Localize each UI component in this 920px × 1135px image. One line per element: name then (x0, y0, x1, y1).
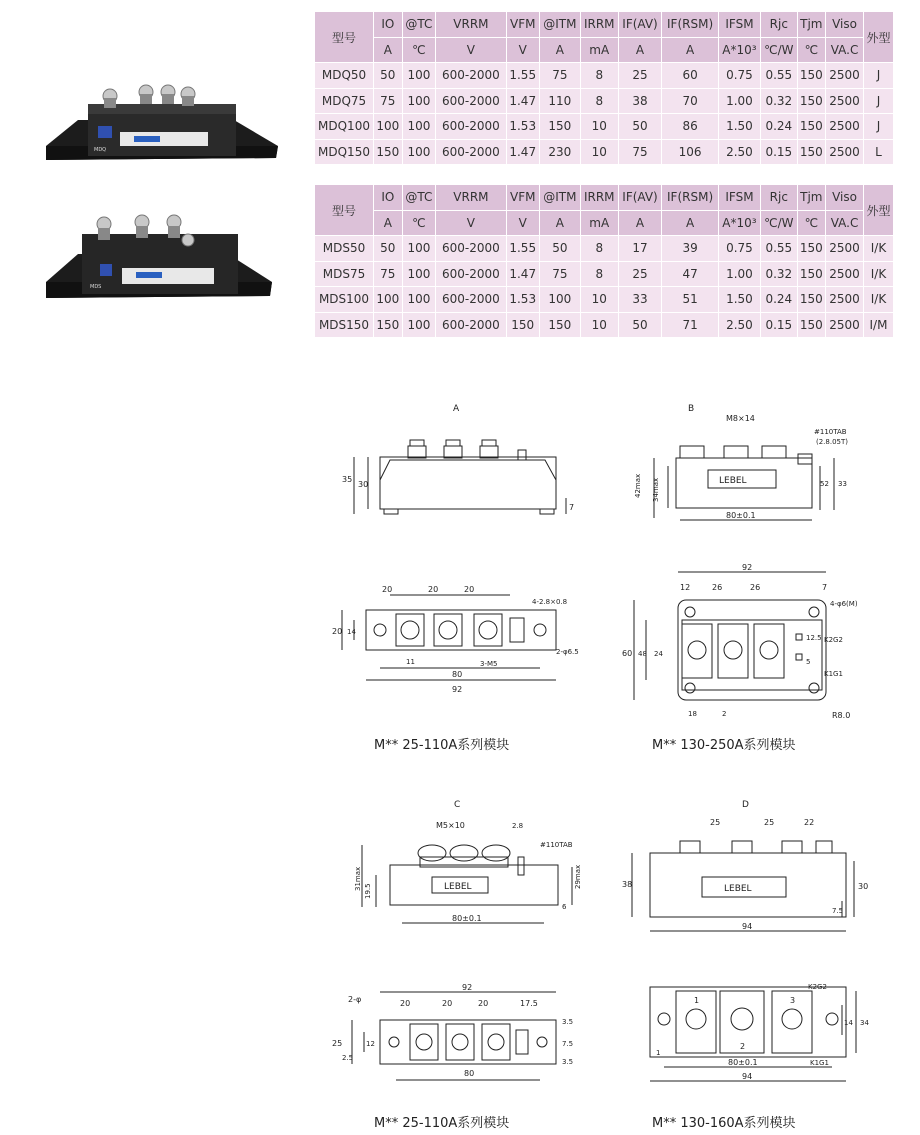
dim-b-k2g2: K2G2 (824, 636, 843, 644)
table-cell: 2.50 (718, 312, 760, 338)
table-cell: MDS50 (315, 236, 374, 262)
table-cell: 2500 (826, 236, 864, 262)
table-cell: 1.47 (506, 88, 539, 114)
dim-a-80: 80 (452, 670, 463, 679)
table-cell: 60 (662, 63, 718, 89)
table-cell: 70 (662, 88, 718, 114)
table-cell: 0.75 (718, 63, 760, 89)
table-cell: 75 (539, 63, 580, 89)
product-label-1: MDQ (94, 147, 107, 153)
table-cell: 150 (797, 88, 826, 114)
table-cell: J (863, 88, 893, 114)
table-cell: 2.50 (718, 139, 760, 165)
table-cell: 39 (662, 236, 718, 262)
table-cell: MDQ75 (315, 88, 374, 114)
dim-b-18: 18 (688, 710, 697, 718)
column-header: IF(RSM) (662, 12, 718, 38)
table-cell: I/K (863, 261, 893, 287)
dim-a-20-4: 20 (332, 627, 343, 636)
drawing-b-top (620, 560, 890, 730)
dim-a-20-1: 20 (382, 585, 393, 594)
table-cell: 75 (374, 261, 403, 287)
dim-b-2: 2 (722, 710, 727, 718)
dim-c-7-5: 7.5 (562, 1040, 574, 1048)
column-header: VFM (506, 185, 539, 211)
dim-c-80: 80 (464, 1069, 475, 1078)
dim-b-m8: M8×14 (726, 414, 755, 423)
table-cell: 0.55 (761, 236, 797, 262)
table-row (315, 261, 894, 287)
column-header: IF(AV) (618, 185, 662, 211)
table-cell: 0.32 (761, 261, 797, 287)
table-cell: 600-2000 (436, 63, 506, 89)
column-header: @ITM (539, 12, 580, 38)
dim-d-80: 80±0.1 (728, 1058, 758, 1067)
table-cell: 600-2000 (436, 114, 506, 140)
table-cell: 1.47 (506, 261, 539, 287)
dim-a-35: 35 (342, 475, 353, 484)
column-unit: A (539, 210, 580, 236)
table-cell: 86 (662, 114, 718, 140)
column-header: IFSM (718, 12, 760, 38)
model-header: 型号 (315, 185, 374, 236)
table-cell: 150 (539, 114, 580, 140)
table-cell: 1.50 (718, 114, 760, 140)
dim-b-60: 60 (622, 649, 633, 658)
table-cell: 50 (374, 236, 403, 262)
table-cell: 150 (797, 139, 826, 165)
table-cell: I/M (863, 312, 893, 338)
drawing-b-letter: B (688, 404, 695, 414)
table-cell: 2500 (826, 63, 864, 89)
dim-a-92: 92 (452, 685, 463, 694)
dim-b-33: 33 (838, 480, 847, 488)
dim-d-22: 22 (804, 818, 815, 827)
table-cell: 1.47 (506, 139, 539, 165)
dim-d-30: 30 (858, 882, 869, 891)
dim-d-k2g2: K2G2 (808, 983, 827, 991)
dim-b-tab2: (2.8.05T) (816, 438, 849, 446)
table-cell: 100 (402, 139, 436, 165)
dim-b-7: 7 (822, 583, 828, 592)
dim-b-52: 52 (820, 480, 829, 488)
dim-d-25-2: 25 (764, 818, 775, 827)
dim-d-pin2: 2 (740, 1042, 746, 1051)
caption-c: M** 25-110A系列模块 (374, 1116, 510, 1131)
table-cell: 150 (797, 236, 826, 262)
dim-b-r8: R8.0 (832, 711, 851, 720)
table-cell: J (863, 63, 893, 89)
table-cell: 1.00 (718, 261, 760, 287)
table-cell: 8 (580, 88, 618, 114)
dim-a-20-3: 20 (464, 585, 475, 594)
dim-a-tab: 4-2.8×0.8 (532, 598, 568, 606)
dim-b-26-1: 26 (712, 583, 723, 592)
column-header: @TC (402, 12, 436, 38)
drawing-c-letter: C (454, 800, 461, 810)
dim-c-lebel: LEBEL (444, 882, 472, 892)
dim-a-7: 7 (569, 503, 575, 512)
dim-d-94: 94 (742, 1072, 753, 1081)
table-cell: 2500 (826, 88, 864, 114)
dim-d-1: 1 (656, 1049, 661, 1057)
table-cell: 10 (580, 114, 618, 140)
column-unit: A (374, 210, 403, 236)
table-cell: 150 (797, 261, 826, 287)
column-unit: VA.C (826, 37, 864, 63)
table-cell: 0.75 (718, 236, 760, 262)
column-unit: ℃ (402, 210, 436, 236)
table-cell: 150 (797, 287, 826, 313)
dim-c-hole: 2-φ (348, 995, 362, 1004)
dim-a-m5: 3-M5 (480, 660, 498, 668)
table-cell: I/K (863, 287, 893, 313)
table-cell: 2500 (826, 261, 864, 287)
column-unit: A (662, 37, 718, 63)
dim-c-2-5: 2.5 (342, 1054, 354, 1062)
column-unit: A (374, 37, 403, 63)
table-cell: 50 (618, 312, 662, 338)
dim-b-k1g1: K1G1 (824, 670, 843, 678)
column-header: IO (374, 185, 403, 211)
dim-c-20-2: 20 (442, 999, 453, 1008)
dim-c-2-8: 2.8 (512, 822, 524, 830)
dim-c-6: 6 (562, 903, 567, 911)
table-cell: 1.55 (506, 63, 539, 89)
table-cell: 1.53 (506, 287, 539, 313)
table-cell: 100 (402, 261, 436, 287)
dim-a-30: 30 (358, 480, 369, 489)
table-row (315, 114, 894, 140)
caption-a: M** 25-110A系列模块 (374, 738, 510, 753)
table-cell: 150 (506, 312, 539, 338)
column-header: VRRM (436, 12, 506, 38)
spec-table-mdq (314, 11, 894, 165)
dim-c-3-5b: 3.5 (562, 1058, 574, 1066)
column-header: Viso (826, 12, 864, 38)
dim-d-pin1: 1 (694, 996, 700, 1005)
column-header: IO (374, 12, 403, 38)
table-cell: 0.32 (761, 88, 797, 114)
table-cell: MDQ100 (315, 114, 374, 140)
package-header: 外型 (863, 185, 893, 236)
column-header: VFM (506, 12, 539, 38)
table-cell: 10 (580, 287, 618, 313)
dim-c-25: 25 (332, 1039, 343, 1048)
table-cell: 50 (539, 236, 580, 262)
dim-c-31max: 31max (354, 866, 362, 891)
dim-b-34max: 34max (652, 477, 660, 502)
drawing-a-top (330, 580, 600, 700)
table-cell: 150 (539, 312, 580, 338)
product-label-2: MDS (90, 284, 102, 290)
table-cell: J (863, 114, 893, 140)
column-unit: V (436, 210, 506, 236)
dim-d-k1g1: K1G1 (810, 1059, 829, 1067)
drawing-c-side (340, 795, 600, 935)
column-unit: A (618, 210, 662, 236)
column-unit: ℃ (797, 210, 826, 236)
table-row (315, 88, 894, 114)
table-cell: 33 (618, 287, 662, 313)
dim-c-19-5: 19.5 (364, 883, 372, 899)
table-cell: MDQ150 (315, 139, 374, 165)
dim-c-3-5a: 3.5 (562, 1018, 574, 1026)
column-header: Tjm (797, 185, 826, 211)
table-cell: 600-2000 (436, 236, 506, 262)
table-cell: 1.00 (718, 88, 760, 114)
column-unit: mA (580, 37, 618, 63)
drawing-a-letter: A (453, 404, 460, 414)
dim-d-25-1: 25 (710, 818, 721, 827)
dim-d-7-5: 7.5 (832, 907, 844, 915)
dim-c-92: 92 (462, 983, 473, 992)
table-cell: 2500 (826, 114, 864, 140)
column-header: Rjc (761, 12, 797, 38)
dim-a-20-2: 20 (428, 585, 439, 594)
table-cell: 47 (662, 261, 718, 287)
table-cell: 71 (662, 312, 718, 338)
dim-c-20-1: 20 (400, 999, 411, 1008)
caption-d: M** 130-160A系列模块 (652, 1116, 796, 1131)
table-cell: 75 (539, 261, 580, 287)
table-cell: 150 (797, 63, 826, 89)
table-cell: 150 (797, 114, 826, 140)
table-cell: 100 (402, 312, 436, 338)
column-unit: V (436, 37, 506, 63)
dim-d-38: 38 (622, 880, 633, 889)
table-cell: MDQ50 (315, 63, 374, 89)
column-unit: ℃/W (761, 210, 797, 236)
spec-table-mds (314, 184, 894, 338)
table-cell: 25 (618, 63, 662, 89)
table-cell: 110 (539, 88, 580, 114)
dim-c-12: 12 (366, 1040, 375, 1048)
dim-b-24: 24 (654, 650, 663, 658)
table-cell: 75 (374, 88, 403, 114)
table-cell: 100 (402, 287, 436, 313)
table-cell: 0.15 (761, 312, 797, 338)
column-header: Rjc (761, 185, 797, 211)
dim-c-17-5: 17.5 (520, 999, 538, 1008)
column-unit: ℃ (402, 37, 436, 63)
dim-c-m5: M5×10 (436, 821, 465, 830)
column-unit: V (506, 37, 539, 63)
dim-b-5: 5 (806, 658, 811, 666)
dim-b-92: 92 (742, 563, 753, 572)
table-cell: 8 (580, 236, 618, 262)
dim-b-48: 48 (638, 650, 647, 658)
table-cell: 0.24 (761, 114, 797, 140)
column-header: IFSM (718, 185, 760, 211)
column-header: Viso (826, 185, 864, 211)
package-header: 外型 (863, 12, 893, 63)
dim-b-holes: 4-φ6(M) (830, 600, 858, 608)
column-header: IRRM (580, 185, 618, 211)
column-unit: A*10³ (718, 37, 760, 63)
caption-b: M** 130-250A系列模块 (652, 738, 796, 753)
table-cell: 50 (618, 114, 662, 140)
column-unit: ℃/W (761, 37, 797, 63)
column-unit: mA (580, 210, 618, 236)
dim-b-lebel: LEBEL (719, 476, 747, 486)
dim-a-14: 14 (347, 628, 356, 636)
table-cell: 0.15 (761, 139, 797, 165)
dim-d-34: 34 (860, 1019, 869, 1027)
dim-c-tab: #110TAB (540, 841, 573, 849)
table-cell: 0.55 (761, 63, 797, 89)
table-cell: 600-2000 (436, 261, 506, 287)
dim-d-pin3: 3 (790, 996, 796, 1005)
column-header: VRRM (436, 185, 506, 211)
table-cell: 2500 (826, 287, 864, 313)
table-cell: 100 (374, 114, 403, 140)
table-cell: 8 (580, 261, 618, 287)
table-cell: 0.24 (761, 287, 797, 313)
table-cell: 100 (539, 287, 580, 313)
column-unit: ℃ (797, 37, 826, 63)
table-cell: I/K (863, 236, 893, 262)
table-cell: 100 (402, 88, 436, 114)
dim-d-94: 94 (742, 922, 753, 931)
table-row (315, 63, 894, 89)
table-cell: 600-2000 (436, 139, 506, 165)
table-cell: 50 (374, 63, 403, 89)
dim-b-12-5: 12.5 (806, 634, 822, 642)
table-cell: 1.53 (506, 114, 539, 140)
drawing-b-side (620, 400, 880, 530)
column-header: IRRM (580, 12, 618, 38)
table-cell: 230 (539, 139, 580, 165)
table-cell: 1.55 (506, 236, 539, 262)
dim-c-20-3: 20 (478, 999, 489, 1008)
column-unit: A*10³ (718, 210, 760, 236)
drawing-c-top (330, 980, 600, 1090)
table-cell: 75 (618, 139, 662, 165)
table-cell: 38 (618, 88, 662, 114)
table-cell: 600-2000 (436, 88, 506, 114)
table-cell: 25 (618, 261, 662, 287)
table-cell: 600-2000 (436, 312, 506, 338)
table-cell: 150 (374, 312, 403, 338)
column-unit: V (506, 210, 539, 236)
dim-a-hole: 2-φ6.5 (556, 648, 579, 656)
product-photo-mdq (38, 78, 288, 168)
table-cell: 100 (402, 63, 436, 89)
table-cell: 100 (374, 287, 403, 313)
table-cell: 2500 (826, 312, 864, 338)
table-cell: MDS100 (315, 287, 374, 313)
table-cell: 600-2000 (436, 287, 506, 313)
table-cell: 8 (580, 63, 618, 89)
drawing-d-side (620, 795, 880, 945)
table-cell: 10 (580, 139, 618, 165)
dim-d-lebel: LEBEL (724, 884, 752, 894)
column-unit: A (618, 37, 662, 63)
column-unit: A (539, 37, 580, 63)
column-header: Tjm (797, 12, 826, 38)
column-unit: A (662, 210, 718, 236)
column-header: IF(RSM) (662, 185, 718, 211)
drawing-d-letter: D (742, 800, 749, 810)
column-header: IF(AV) (618, 12, 662, 38)
drawing-a-side (340, 400, 600, 530)
dim-b-26-2: 26 (750, 583, 761, 592)
column-unit: VA.C (826, 210, 864, 236)
table-cell: 100 (402, 114, 436, 140)
table-cell: L (863, 139, 893, 165)
table-row (315, 139, 894, 165)
table-cell: 100 (402, 236, 436, 262)
table-cell: 150 (374, 139, 403, 165)
dim-a-11: 11 (406, 658, 415, 666)
dim-c-29max: 29max (574, 864, 582, 889)
table-cell: 10 (580, 312, 618, 338)
table-cell: 150 (797, 312, 826, 338)
table-row (315, 287, 894, 313)
table-cell: MDS150 (315, 312, 374, 338)
table-cell: 106 (662, 139, 718, 165)
column-header: @TC (402, 185, 436, 211)
table-cell: 1.50 (718, 287, 760, 313)
table-cell: 2500 (826, 139, 864, 165)
table-cell: 17 (618, 236, 662, 262)
dim-b-tab: #110TAB (814, 428, 847, 436)
table-cell: 51 (662, 287, 718, 313)
drawing-d-top (620, 975, 890, 1090)
column-header: @ITM (539, 185, 580, 211)
table-row (315, 236, 894, 262)
table-row (315, 312, 894, 338)
dim-c-80: 80±0.1 (452, 914, 482, 923)
dim-b-12: 12 (680, 583, 691, 592)
dim-b-42max: 42max (634, 473, 642, 498)
dim-d-14: 14 (844, 1019, 853, 1027)
model-header: 型号 (315, 12, 374, 63)
product-photo-mds (38, 210, 288, 306)
table-cell: MDS75 (315, 261, 374, 287)
dim-b-80: 80±0.1 (726, 511, 756, 520)
